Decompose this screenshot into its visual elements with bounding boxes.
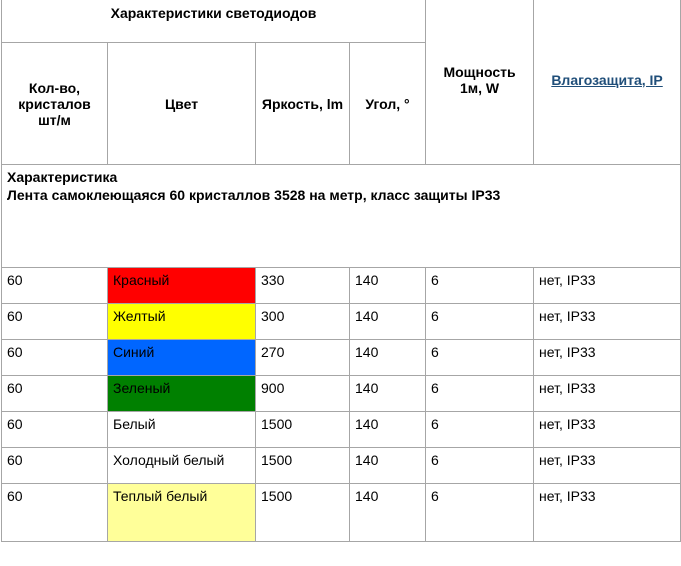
angle-cell: 140 [350, 340, 426, 376]
ip-column-header [534, 0, 681, 165]
power-cell: 6 [426, 268, 534, 304]
power-cell: 6 [426, 448, 534, 484]
brightness-cell: 330 [256, 268, 350, 304]
color-cell: Красный [108, 268, 256, 304]
color-cell: Белый [108, 412, 256, 448]
led-spec-table [1, 0, 681, 542]
brightness-cell: 1500 [256, 484, 350, 542]
angle-cell: 140 [350, 412, 426, 448]
table-row [2, 412, 681, 448]
count-cell: 60 [2, 376, 108, 412]
angle-column-header: Угол, ° [350, 43, 426, 165]
count-cell: 60 [2, 448, 108, 484]
ip-cell: нет, IP33 [534, 304, 681, 340]
color-cell: Теплый белый [108, 484, 256, 542]
table-row [2, 448, 681, 484]
color-cell: Зеленый [108, 376, 256, 412]
table-row [2, 340, 681, 376]
section-title: Характеристика [7, 169, 118, 185]
table-row [2, 304, 681, 340]
ip-cell: нет, IP33 [534, 340, 681, 376]
ip-cell: нет, IP33 [534, 376, 681, 412]
section-subtitle: Лента самоклеющаяся 60 кристаллов 3528 на метр, класс защиты IP33 [7, 187, 501, 203]
ip-cell: нет, IP33 [534, 268, 681, 304]
brightness-cell: 900 [256, 376, 350, 412]
count-cell: 60 [2, 340, 108, 376]
brightness-cell: 270 [256, 340, 350, 376]
angle-cell: 140 [350, 268, 426, 304]
count-cell: 60 [2, 304, 108, 340]
color-cell: Синий [108, 340, 256, 376]
power-cell: 6 [426, 484, 534, 542]
angle-cell: 140 [350, 448, 426, 484]
ip-header-link[interactable]: Влагозащита, IP [551, 71, 663, 88]
count-cell: 60 [2, 412, 108, 448]
angle-cell: 140 [350, 376, 426, 412]
brightness-column-header: Яркость, lm [256, 43, 350, 165]
count-cell: 60 [2, 484, 108, 542]
count-cell: 60 [2, 268, 108, 304]
power-cell: 6 [426, 304, 534, 340]
led-characteristics-header: Характеристики светодиодов [2, 0, 426, 43]
color-cell: Желтый [108, 304, 256, 340]
color-column-header: Цвет [108, 43, 256, 165]
table-row [2, 376, 681, 412]
angle-cell: 140 [350, 484, 426, 542]
ip-cell: нет, IP33 [534, 448, 681, 484]
section-description [2, 165, 681, 268]
angle-cell: 140 [350, 304, 426, 340]
power-cell: 6 [426, 412, 534, 448]
ip-cell: нет, IP33 [534, 484, 681, 542]
color-cell: Холодный белый [108, 448, 256, 484]
power-cell: 6 [426, 376, 534, 412]
ip-cell: нет, IP33 [534, 412, 681, 448]
table-row [2, 268, 681, 304]
count-column-header: Кол-во, кристалов шт/м [2, 43, 108, 165]
brightness-cell: 1500 [256, 448, 350, 484]
brightness-cell: 1500 [256, 412, 350, 448]
brightness-cell: 300 [256, 304, 350, 340]
table-row [2, 484, 681, 542]
power-cell: 6 [426, 340, 534, 376]
power-column-header: Мощность 1м, W [426, 0, 534, 165]
